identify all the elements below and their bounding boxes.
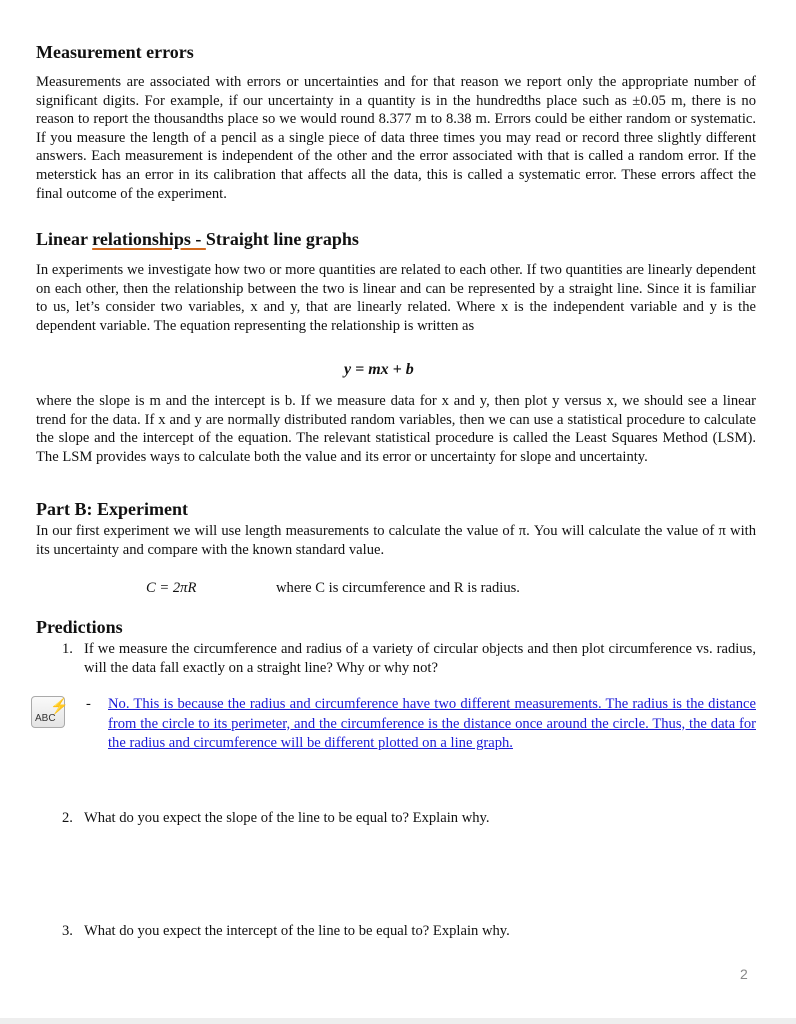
heading-linear-relationships <box>36 229 359 250</box>
spellcheck-abc-button[interactable] <box>31 696 69 728</box>
question-number: 3. <box>62 923 73 939</box>
linear-paragraph: In experiments we investigate how two or more quantities are related to each other. If two quantities are linearly dependent on each other, then the relationship between the two is linear and can be represented by a straight line. Since it is familiar to us, let’s consider two variables, x and y, that are linearly related. Where x is the independent variable and y is the dependent variable. The equation representing the relationship is written as <box>36 262 756 334</box>
measurement-paragraph: Measurements are associated with errors or uncertainties and for that reason we report only the appropriate number of significant digits. For example, if our uncertainty in a quantity is in the hundredths place such as ±0.05 m, there is no reason to report the thousandths place so we would round 8.377 m to 8.38 m. Errors could be either random or systematic. If you measure the length of a pencil as a single piece of data three times you may read or record three slightly different answers. Each measurement is independent of the other and the error associated with that is called a random error. If the meterstick has an error in its calibration that affects all the data, this is called a systematic error. These errors affect the final outcome of the experiment. <box>36 74 756 202</box>
spellcheck-underlined-text: relationships - <box>92 229 206 249</box>
heading-part: Linear <box>36 229 93 249</box>
heading-measurement-errors: Measurement errors <box>36 42 194 62</box>
question-text: What do you expect the slope of the line to be equal to? Explain why. <box>84 810 490 826</box>
answer-1-text[interactable]: No. This is because the radius and circumference have two different measurements. The radius is the distance from the circle to its perimeter, and the circumference is the distance once around the circle. Thus, the data for the radius and circumference will be different plotted on a line graph. <box>108 696 756 751</box>
answer-bullet: - <box>86 696 91 712</box>
heading-predictions: Predictions <box>36 617 123 637</box>
question-text: If we measure the circumference and radius of a variety of circular objects and then plot circumference vs. radius, will the data fall exactly on a straight line? Why or why not? <box>84 641 756 676</box>
heading-part: Straight line graphs <box>205 229 359 249</box>
partb-paragraph: In our first experiment we will use length measurements to calculate the value of π. You will calculate the value of π with its uncertainty and compare with the known standard value. <box>36 523 756 558</box>
lightning-icon: ⚡ <box>50 698 69 715</box>
question-2 <box>62 809 756 828</box>
page-number: 2 <box>740 966 748 982</box>
question-3 <box>62 922 756 941</box>
linear-equation: y = mx + b <box>344 361 414 378</box>
question-text: What do you expect the intercept of the line to be equal to? Explain why. <box>84 923 510 939</box>
circumference-equation: C = 2πR <box>146 580 197 596</box>
question-number: 1. <box>62 641 73 657</box>
page-bottom-edge <box>0 1018 796 1024</box>
question-1 <box>62 640 756 677</box>
abc-icon: ABC <box>35 713 56 724</box>
heading-part-b: Part B: Experiment <box>36 499 188 519</box>
linear-paragraph-2: where the slope is m and the intercept is b. If we measure data for x and y, then plot y versus x, we should see a linear trend for the data. If x and y are normally distributed random variables, then we can use a statistical procedure to calculate the slope and the intercept of the equation. The relevant statistical procedure is called the Least Squares Method (LSM). The LSM provides ways to calculate both the value and its error or uncertainty for slope and uncertainty. <box>36 393 756 465</box>
equation-note: where C is circumference and R is radius. <box>276 580 520 596</box>
question-number: 2. <box>62 810 73 826</box>
